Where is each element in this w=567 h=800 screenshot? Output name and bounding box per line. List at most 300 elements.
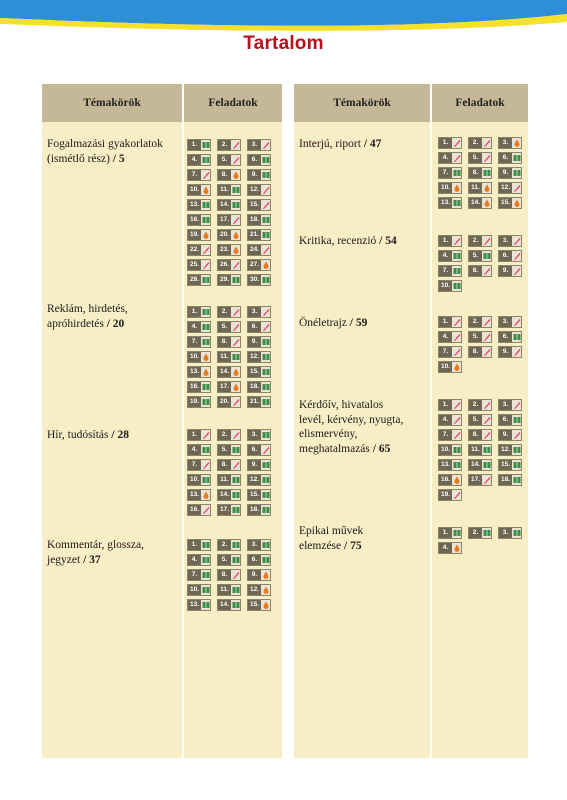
topic-item[interactable]: Kommentár, glossza, jegyzet / 37 <box>47 539 144 566</box>
task-number: 20. <box>219 231 230 238</box>
topic-item[interactable]: Epikai művek elemzése / 75 <box>299 525 364 552</box>
task-badge[interactable] <box>187 474 211 486</box>
task-row <box>187 444 277 459</box>
pen-icon <box>483 476 491 484</box>
task-badge[interactable] <box>498 331 522 343</box>
pen-icon <box>262 186 270 194</box>
task-number: 10. <box>189 353 200 360</box>
book-icon <box>232 186 240 194</box>
task-number: 16. <box>189 216 200 223</box>
drop-icon <box>262 601 270 609</box>
book-icon <box>232 586 240 594</box>
task-number: 14. <box>470 199 481 206</box>
task-number: 10. <box>440 363 451 370</box>
task-badge[interactable] <box>217 474 241 486</box>
task-badge[interactable] <box>468 235 492 247</box>
task-badge[interactable] <box>217 554 241 566</box>
task-badge[interactable] <box>187 139 211 151</box>
task-row <box>187 214 277 229</box>
task-badge[interactable] <box>187 366 211 378</box>
book-icon <box>262 556 270 564</box>
task-number: 7. <box>439 347 452 357</box>
task-row <box>187 554 277 569</box>
task-badge[interactable] <box>187 154 211 166</box>
task-badge[interactable] <box>438 527 462 539</box>
drop-icon <box>262 261 270 269</box>
task-badge[interactable] <box>187 321 211 333</box>
pen-icon <box>202 171 210 179</box>
task-number: 2. <box>469 138 482 148</box>
pen-icon <box>483 333 491 341</box>
book-icon <box>262 431 270 439</box>
task-badge[interactable] <box>247 366 271 378</box>
task-badge[interactable] <box>438 316 462 328</box>
task-badge[interactable] <box>247 489 271 501</box>
task-badge[interactable] <box>468 399 492 411</box>
task-badge[interactable] <box>187 569 211 581</box>
book-icon <box>232 476 240 484</box>
task-badge[interactable] <box>438 331 462 343</box>
task-badge[interactable] <box>217 154 241 166</box>
task-badge[interactable] <box>247 199 271 211</box>
book-icon <box>202 586 210 594</box>
book-icon <box>202 338 210 346</box>
task-number: 2. <box>218 140 231 150</box>
task-badge[interactable] <box>217 569 241 581</box>
task-number: 8. <box>218 570 231 580</box>
task-badge[interactable] <box>247 396 271 408</box>
task-badge[interactable] <box>217 306 241 318</box>
book-icon <box>202 571 210 579</box>
book-icon <box>232 556 240 564</box>
task-badge[interactable] <box>217 444 241 456</box>
task-badge[interactable] <box>438 182 462 194</box>
task-badge[interactable] <box>498 250 522 262</box>
task-badge[interactable] <box>438 489 462 501</box>
task-badge[interactable] <box>247 459 271 471</box>
task-badge[interactable] <box>498 197 522 209</box>
task-badge[interactable] <box>498 346 522 358</box>
task-number: 5. <box>469 251 482 261</box>
book-icon <box>202 201 210 209</box>
task-badge[interactable] <box>438 399 462 411</box>
task-badge[interactable] <box>187 489 211 501</box>
task-badge[interactable] <box>247 139 271 151</box>
task-row <box>187 429 277 444</box>
task-badge[interactable] <box>438 542 462 554</box>
task-badge[interactable] <box>438 459 462 471</box>
task-badge[interactable] <box>468 429 492 441</box>
book-icon <box>262 353 270 361</box>
task-number: 17. <box>219 383 230 390</box>
task-badge[interactable] <box>187 554 211 566</box>
task-number: 12. <box>249 476 260 483</box>
task-badge[interactable] <box>468 182 492 194</box>
task-badge[interactable] <box>187 351 211 363</box>
task-number: 3. <box>499 317 512 327</box>
task-badge[interactable] <box>187 504 211 516</box>
task-number: 3. <box>499 138 512 148</box>
task-number: 20. <box>219 398 230 405</box>
task-number: 4. <box>188 555 201 565</box>
drop-icon <box>453 184 461 192</box>
task-badge[interactable] <box>498 235 522 247</box>
task-row <box>187 169 277 184</box>
pen-icon <box>232 261 240 269</box>
drop-icon <box>232 368 240 376</box>
book-icon <box>513 169 521 177</box>
task-number: 3. <box>248 540 261 550</box>
task-row <box>438 527 528 542</box>
task-badge[interactable] <box>217 184 241 196</box>
task-row <box>187 459 277 474</box>
task-number: 15. <box>249 601 260 608</box>
book-icon <box>262 383 270 391</box>
book-icon <box>453 199 461 207</box>
task-badge[interactable] <box>247 306 271 318</box>
task-number: 5. <box>469 153 482 163</box>
task-number: 3. <box>499 236 512 246</box>
task-badge[interactable] <box>247 444 271 456</box>
task-badge[interactable] <box>438 137 462 149</box>
task-badge[interactable] <box>217 214 241 226</box>
task-number: 2. <box>218 307 231 317</box>
task-number: 6. <box>499 415 512 425</box>
task-badge[interactable] <box>187 184 211 196</box>
task-number: 28. <box>189 276 200 283</box>
task-badge[interactable] <box>217 321 241 333</box>
book-icon <box>453 529 461 537</box>
task-number: 16. <box>189 506 200 513</box>
page-ref: / 65 <box>372 442 391 455</box>
task-badge[interactable] <box>498 137 522 149</box>
task-badge[interactable] <box>217 539 241 551</box>
task-badge[interactable] <box>247 184 271 196</box>
task-badge[interactable] <box>468 459 492 471</box>
task-badge[interactable] <box>438 235 462 247</box>
task-number: 11. <box>218 352 231 362</box>
topic-item[interactable]: Fogalmazási gyakorlatok (ismétlő rész) / 5 <box>47 138 163 165</box>
task-badge[interactable] <box>468 265 492 277</box>
task-badge[interactable] <box>187 539 211 551</box>
task-badge[interactable] <box>217 259 241 271</box>
task-badge[interactable] <box>187 459 211 471</box>
task-badge[interactable] <box>247 554 271 566</box>
task-badge[interactable] <box>247 381 271 393</box>
task-grid <box>187 139 277 289</box>
task-badge[interactable] <box>498 399 522 411</box>
task-badge[interactable] <box>247 474 271 486</box>
task-row <box>187 569 277 584</box>
task-number: 13. <box>189 601 200 608</box>
topic-item[interactable]: Hír, tudósítás / 28 <box>47 429 129 441</box>
task-badge[interactable] <box>498 167 522 179</box>
task-badge[interactable] <box>468 316 492 328</box>
task-number: 7. <box>188 570 201 580</box>
task-badge[interactable] <box>438 444 462 456</box>
task-row <box>438 197 528 212</box>
task-row <box>438 444 528 459</box>
task-number: 12. <box>500 446 511 453</box>
task-badge[interactable] <box>498 152 522 164</box>
pen-icon <box>262 308 270 316</box>
tasks-header: Feladatok <box>208 97 258 109</box>
task-row <box>187 306 277 321</box>
task-badge[interactable] <box>438 414 462 426</box>
task-badge[interactable] <box>217 459 241 471</box>
task-row <box>438 429 528 444</box>
task-number: 26. <box>219 261 230 268</box>
pen-icon <box>202 506 210 514</box>
task-badge[interactable] <box>438 474 462 486</box>
task-badge[interactable] <box>187 444 211 456</box>
task-badge[interactable] <box>217 381 241 393</box>
task-number: 10. <box>189 586 200 593</box>
topic-item[interactable]: Interjú, riport / 47 <box>299 138 382 150</box>
task-badge[interactable] <box>498 429 522 441</box>
task-badge[interactable] <box>187 229 211 241</box>
task-badge[interactable] <box>217 274 241 286</box>
book-icon <box>453 282 461 290</box>
task-grid <box>187 306 277 411</box>
book-icon <box>262 171 270 179</box>
book-icon <box>202 156 210 164</box>
task-badge[interactable] <box>468 414 492 426</box>
task-badge[interactable] <box>187 584 211 596</box>
task-badge[interactable] <box>247 351 271 363</box>
task-badge[interactable] <box>217 351 241 363</box>
book-icon <box>202 141 210 149</box>
column-divider <box>182 84 184 758</box>
book-icon <box>483 529 491 537</box>
task-badge[interactable] <box>187 259 211 271</box>
task-badge[interactable] <box>217 396 241 408</box>
task-badge[interactable] <box>468 331 492 343</box>
task-badge[interactable] <box>498 474 522 486</box>
task-number: 29. <box>219 276 230 283</box>
task-number: 25. <box>189 261 200 268</box>
task-number: 24. <box>249 246 260 253</box>
task-number: 7. <box>188 460 201 470</box>
task-badge[interactable] <box>217 366 241 378</box>
task-badge[interactable] <box>187 381 211 393</box>
task-badge[interactable] <box>217 244 241 256</box>
task-badge[interactable] <box>468 474 492 486</box>
task-badge[interactable] <box>217 336 241 348</box>
task-badge[interactable] <box>187 336 211 348</box>
book-icon <box>483 252 491 260</box>
drop-icon <box>453 476 461 484</box>
task-badge[interactable] <box>187 199 211 211</box>
task-badge[interactable] <box>187 244 211 256</box>
task-badge[interactable] <box>247 274 271 286</box>
task-badge[interactable] <box>187 274 211 286</box>
page-ref: / 28 <box>111 429 129 441</box>
task-row <box>438 280 528 295</box>
task-row <box>187 259 277 274</box>
task-badge[interactable] <box>217 584 241 596</box>
task-badge[interactable] <box>498 182 522 194</box>
task-badge[interactable] <box>498 444 522 456</box>
task-row <box>438 331 528 346</box>
task-number: 2. <box>218 430 231 440</box>
task-row <box>187 139 277 154</box>
book-icon <box>232 201 240 209</box>
task-row <box>438 542 528 557</box>
task-badge[interactable] <box>438 361 462 373</box>
drop-icon <box>453 363 461 371</box>
task-grid <box>438 235 528 295</box>
book-icon <box>262 276 270 284</box>
task-row <box>187 504 277 519</box>
task-number: 17. <box>219 216 230 223</box>
drop-icon <box>202 231 210 239</box>
topic-item[interactable]: Kérdőív, hivatalos levél, kérvény, nyugta, elismervény, meghatalmazás / 65 <box>299 399 404 455</box>
task-row <box>438 459 528 474</box>
task-number: 12. <box>500 184 511 191</box>
task-number: 16. <box>189 383 200 390</box>
book-icon <box>453 267 461 275</box>
task-badge[interactable] <box>187 599 211 611</box>
task-row <box>187 396 277 411</box>
task-badge[interactable] <box>438 429 462 441</box>
book-icon <box>453 446 461 454</box>
book-icon <box>262 338 270 346</box>
task-badge[interactable] <box>498 527 522 539</box>
book-icon <box>262 461 270 469</box>
task-badge[interactable] <box>468 197 492 209</box>
task-badge[interactable] <box>217 229 241 241</box>
book-icon <box>453 461 461 469</box>
pen-icon <box>483 267 491 275</box>
task-badge[interactable] <box>468 137 492 149</box>
task-number: 19. <box>189 398 200 405</box>
task-badge[interactable] <box>247 584 271 596</box>
pen-icon <box>453 401 461 409</box>
task-badge[interactable] <box>468 346 492 358</box>
task-badge[interactable] <box>187 214 211 226</box>
task-badge[interactable] <box>187 429 211 441</box>
book-icon <box>483 446 491 454</box>
task-badge[interactable] <box>468 250 492 262</box>
task-badge[interactable] <box>187 306 211 318</box>
task-badge[interactable] <box>247 569 271 581</box>
task-badge[interactable] <box>247 336 271 348</box>
pen-icon <box>483 318 491 326</box>
task-badge[interactable] <box>468 444 492 456</box>
task-number: 15. <box>500 461 511 468</box>
task-badge[interactable] <box>217 139 241 151</box>
task-badge[interactable] <box>247 154 271 166</box>
task-badge[interactable] <box>247 321 271 333</box>
task-number: 11. <box>218 475 231 485</box>
book-icon <box>513 333 521 341</box>
task-badge[interactable] <box>498 265 522 277</box>
task-number: 8. <box>218 460 231 470</box>
drop-icon <box>232 383 240 391</box>
task-badge[interactable] <box>498 316 522 328</box>
task-badge[interactable] <box>468 527 492 539</box>
drop-icon <box>483 199 491 207</box>
task-number: 1. <box>439 400 452 410</box>
pen-icon <box>483 237 491 245</box>
pen-icon <box>262 323 270 331</box>
task-badge[interactable] <box>247 169 271 181</box>
task-badge[interactable] <box>247 599 271 611</box>
task-number: 1. <box>439 236 452 246</box>
task-badge[interactable] <box>217 599 241 611</box>
task-number: 10. <box>189 186 200 193</box>
book-icon <box>453 252 461 260</box>
book-icon <box>202 276 210 284</box>
task-number: 7. <box>439 430 452 440</box>
task-badge[interactable] <box>217 504 241 516</box>
task-badge[interactable] <box>217 169 241 181</box>
task-badge[interactable] <box>217 429 241 441</box>
task-badge[interactable] <box>498 459 522 471</box>
task-badge[interactable] <box>247 539 271 551</box>
task-badge[interactable] <box>468 152 492 164</box>
task-number: 15. <box>500 199 511 206</box>
pen-icon <box>483 431 491 439</box>
book-icon <box>262 231 270 239</box>
task-badge[interactable] <box>217 489 241 501</box>
task-badge[interactable] <box>247 259 271 271</box>
task-number: 3. <box>248 140 261 150</box>
task-badge[interactable] <box>247 229 271 241</box>
topic-item[interactable]: Kritika, recenzió / 54 <box>299 235 397 247</box>
page-title: Tartalom <box>243 33 324 54</box>
pen-icon <box>232 216 240 224</box>
book-icon <box>262 476 270 484</box>
task-badge[interactable] <box>438 280 462 292</box>
task-badge[interactable] <box>187 396 211 408</box>
task-badge[interactable] <box>438 346 462 358</box>
task-badge[interactable] <box>498 414 522 426</box>
task-badge[interactable] <box>438 197 462 209</box>
task-grid <box>187 539 277 614</box>
task-badge[interactable] <box>468 167 492 179</box>
task-number: 7. <box>188 337 201 347</box>
pen-icon <box>453 333 461 341</box>
pen-icon <box>232 431 240 439</box>
task-badge[interactable] <box>438 250 462 262</box>
task-badge[interactable] <box>247 244 271 256</box>
topic-item[interactable]: Reklám, hirdetés, apróhirdetés / 20 <box>47 303 128 330</box>
book-icon <box>262 491 270 499</box>
task-number: 4. <box>439 543 452 553</box>
topic-item[interactable]: Önéletrajz / 59 <box>299 317 368 329</box>
task-badge[interactable] <box>217 199 241 211</box>
task-row <box>438 137 528 152</box>
drop-icon <box>262 586 270 594</box>
pen-icon <box>483 139 491 147</box>
task-badge[interactable] <box>438 152 462 164</box>
book-icon <box>513 476 521 484</box>
task-badge[interactable] <box>438 167 462 179</box>
task-badge[interactable] <box>438 265 462 277</box>
task-badge[interactable] <box>247 504 271 516</box>
task-number: 9. <box>248 460 261 470</box>
task-badge[interactable] <box>247 429 271 441</box>
page-ref: / 75 <box>344 539 362 552</box>
task-badge[interactable] <box>187 169 211 181</box>
task-badge[interactable] <box>247 214 271 226</box>
task-number: 5. <box>218 445 231 455</box>
pen-icon <box>453 416 461 424</box>
task-number: 1. <box>439 528 452 538</box>
drop-icon <box>202 353 210 361</box>
